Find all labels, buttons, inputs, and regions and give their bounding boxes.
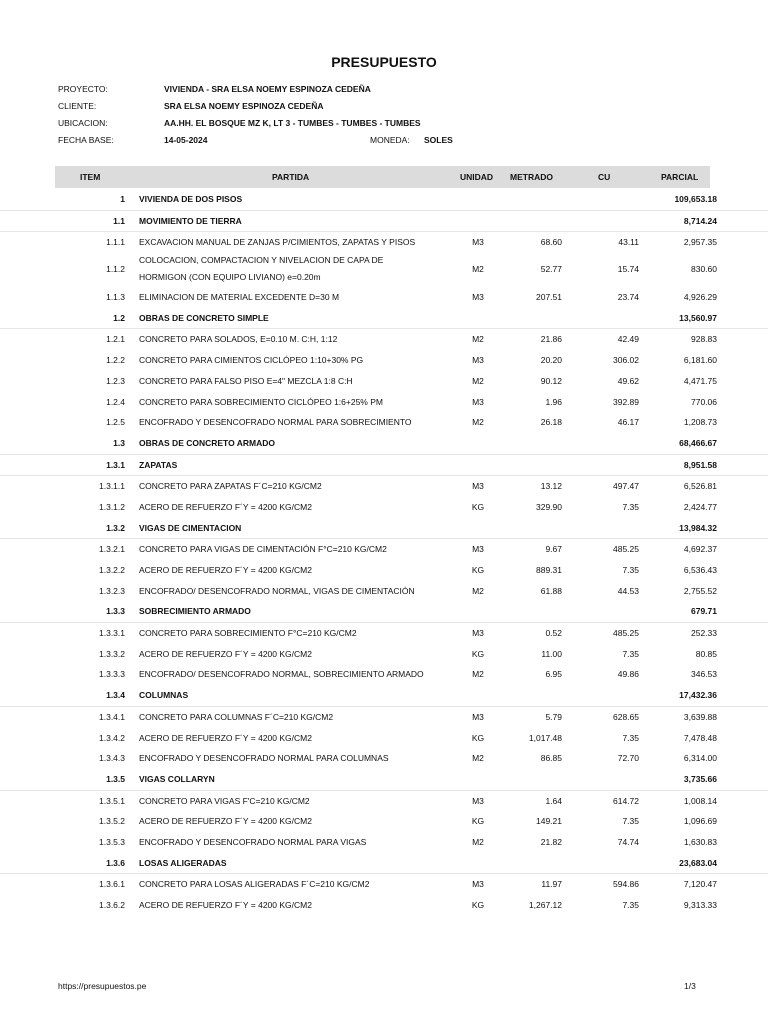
table-row: [0, 350, 768, 371]
row-item-code: 1.3.5.1: [99, 795, 125, 806]
row-description: OBRAS DE CONCRETO SIMPLE: [139, 312, 269, 323]
table-section-row: [0, 189, 768, 211]
row-metrado: 1,017.48: [528, 732, 562, 743]
proyecto-label: PROYECTO:: [58, 84, 108, 94]
row-unit-cost: 485.25: [613, 544, 639, 555]
row-description: VIGAS COLLARYN: [139, 773, 215, 784]
row-item-code: 1.3.3: [106, 606, 125, 617]
row-parcial: 830.60: [691, 264, 717, 275]
table-row: [0, 895, 768, 916]
fecha-value: 14-05-2024: [164, 135, 208, 145]
row-item-code: 1.2.5: [106, 417, 125, 428]
row-unit-cost: 306.02: [613, 355, 639, 366]
row-item-code: 1.3.6: [106, 857, 125, 868]
row-item-code: 1.1: [113, 215, 125, 226]
row-description: ELIMINACION DE MATERIAL EXCEDENTE D=30 M: [139, 292, 340, 303]
row-parcial: 80.85: [695, 648, 717, 659]
row-description-continued: HORMIGON (CON EQUIPO LIVIANO) e=0.20m: [139, 272, 321, 283]
row-parcial: 2,755.52: [683, 585, 717, 596]
row-unit: M3: [472, 544, 484, 555]
row-item-code: 1.1.3: [106, 292, 125, 303]
row-description: CONCRETO PARA SOBRECIMIENTO F°C=210 KG/CM2: [139, 628, 357, 639]
row-item-code: 1.3.6.1: [99, 879, 125, 890]
row-item-code: 1.2: [113, 312, 125, 323]
table-row: [0, 581, 768, 602]
row-metrado: 329.90: [536, 501, 562, 512]
row-parcial: 7,478.48: [683, 732, 717, 743]
row-metrado: 207.51: [536, 292, 562, 303]
table-section-row: [0, 433, 768, 455]
table-row: [0, 707, 768, 728]
table-row: [0, 539, 768, 560]
row-unit-cost: 23.74: [617, 292, 639, 303]
row-item-code: 1.3.5.3: [99, 836, 125, 847]
row-description: ENCOFRADO/ DESENCOFRADO NORMAL, SOBRECIMIENTO ARMADO: [139, 669, 424, 680]
row-unit: M3: [472, 237, 484, 248]
table-row: [0, 371, 768, 392]
row-unit: KG: [471, 732, 485, 743]
header-metrado: METRADO: [510, 172, 553, 182]
row-unit-cost: 7.35: [622, 648, 639, 659]
table-section-row: [0, 769, 768, 791]
row-description: CONCRETO PARA COLUMNAS F´C=210 KG/CM2: [139, 711, 334, 722]
row-metrado: 21.82: [540, 836, 562, 847]
row-description: COLOCACION, COMPACTACION Y NIVELACION DE CAPA DE: [139, 255, 384, 266]
row-metrado: 1.96: [545, 396, 562, 407]
table-section-row: [0, 455, 768, 477]
table-header: [55, 166, 710, 188]
table-section-row: [0, 853, 768, 875]
header-partida: PARTIDA: [272, 172, 310, 182]
row-unit: M3: [472, 711, 484, 722]
row-description: ACERO DE REFUERZO F´Y = 4200 KG/CM2: [139, 900, 312, 910]
budget-table-body: [0, 189, 768, 916]
row-description: SOBRECIMIENTO ARMADO: [139, 606, 251, 617]
ubicacion-label: UBICACION:: [58, 118, 108, 128]
row-description: ENCOFRADO Y DESENCOFRADO NORMAL PARA COLUMNAS: [139, 753, 389, 764]
row-description: ENCOFRADO/ DESENCOFRADO NORMAL, VIGAS DE CIMENTACIÓN: [139, 585, 415, 596]
row-metrado: 21.86: [540, 334, 562, 345]
row-item-code: 1.2.4: [106, 396, 125, 407]
row-parcial: 2,957.35: [683, 237, 717, 248]
row-item-code: 1.3.4.2: [99, 732, 125, 743]
row-metrado: 52.77: [540, 264, 562, 275]
row-metrado: 11.97: [541, 879, 562, 890]
row-description: ENCOFRADO Y DESENCOFRADO NORMAL PARA SOBRECIMIENTO: [139, 417, 412, 428]
row-unit-cost: 42.49: [617, 334, 639, 345]
row-unit: M2: [472, 836, 484, 847]
row-unit: M3: [472, 355, 484, 366]
row-unit: M2: [472, 334, 484, 345]
row-item-code: 1.3.6.2: [99, 900, 125, 910]
row-description: CONCRETO PARA ZAPATAS F´C=210 KG/CM2: [139, 481, 322, 492]
row-unit: M2: [472, 264, 484, 275]
row-item-code: 1.3.3.2: [99, 648, 125, 659]
table-row: [0, 644, 768, 665]
row-unit-cost: 628.65: [613, 711, 639, 722]
row-parcial: 679.71: [691, 606, 717, 617]
cliente-value: SRA ELSA NOEMY ESPINOZA CEDEÑA: [164, 101, 324, 111]
row-parcial: 68,466.67: [679, 437, 717, 448]
row-item-code: 1.3.5.2: [99, 816, 125, 827]
row-parcial: 3,735.66: [683, 773, 717, 784]
row-metrado: 13.12: [540, 481, 562, 492]
row-unit-cost: 46.17: [617, 417, 639, 428]
table-row: [0, 560, 768, 581]
row-parcial: 13,560.97: [679, 312, 717, 323]
row-unit: M3: [472, 795, 484, 806]
row-parcial: 770.06: [691, 396, 717, 407]
row-metrado: 5.79: [545, 711, 562, 722]
row-item-code: 1.3.2.1: [99, 544, 125, 555]
header-item: ITEM: [80, 172, 101, 182]
table-row: [0, 791, 768, 812]
row-description: CONCRETO PARA VIGAS F'C=210 KG/CM2: [139, 795, 310, 806]
table-row: [0, 329, 768, 350]
row-unit: M2: [472, 669, 484, 680]
row-item-code: 1.3.1.1: [99, 481, 125, 492]
row-unit: M3: [472, 628, 484, 639]
row-parcial: 9,313.33: [683, 900, 717, 910]
row-item-code: 1.2.1: [106, 334, 125, 345]
ubicacion-value: AA.HH. EL BOSQUE MZ K, LT 3 - TUMBES - TUMBES - TUMBES: [164, 118, 421, 128]
row-description: ENCOFRADO Y DESENCOFRADO NORMAL PARA VIGAS: [139, 836, 367, 847]
row-item-code: 1.3.5: [106, 773, 125, 784]
row-description: ACERO DE REFUERZO F´Y = 4200 KG/CM2: [139, 816, 312, 827]
table-row: [0, 874, 768, 895]
table-row: [0, 476, 768, 497]
footer-page-number: 1/3: [684, 981, 696, 991]
row-unit: KG: [471, 900, 485, 910]
header-cu: CU: [598, 172, 611, 182]
row-item-code: 1.2.2: [106, 355, 125, 366]
row-description: ACERO DE REFUERZO F´Y = 4200 KG/CM2: [139, 501, 312, 512]
row-metrado: 149.21: [536, 816, 562, 827]
table-row: [0, 728, 768, 749]
row-unit-cost: 7.35: [622, 565, 639, 575]
row-metrado: 26.18: [540, 417, 562, 428]
row-parcial: 1,630.83: [683, 836, 717, 847]
row-item-code: 1.3.4.3: [99, 753, 125, 764]
row-unit-cost: 49.86: [617, 669, 639, 680]
row-description: ACERO DE REFUERZO F´Y = 4200 KG/CM2: [139, 732, 312, 743]
row-item-code: 1: [120, 194, 125, 204]
row-item-code: 1.3.2.3: [99, 585, 125, 596]
row-item-code: 1.3.1.2: [99, 501, 125, 512]
row-item-code: 1.1.1: [106, 237, 125, 248]
row-description: ACERO DE REFUERZO F´Y = 4200 KG/CM2: [139, 565, 312, 575]
row-item-code: 1.3.2: [106, 522, 125, 533]
row-item-code: 1.3.1: [106, 459, 125, 470]
row-unit-cost: 594.86: [613, 879, 639, 890]
row-description: COLUMNAS: [139, 690, 189, 701]
row-parcial: 3,639.88: [683, 711, 717, 722]
row-metrado: 68.60: [540, 237, 562, 248]
row-metrado: 61.88: [540, 585, 562, 596]
row-parcial: 6,181.60: [683, 355, 717, 366]
row-item-code: 1.3.3.3: [99, 669, 125, 680]
row-metrado: 6.95: [545, 669, 562, 680]
row-unit-cost: 7.35: [622, 501, 639, 512]
row-unit-cost: 7.35: [622, 816, 639, 827]
row-description: ACERO DE REFUERZO F´Y = 4200 KG/CM2: [139, 648, 312, 659]
table-row: [0, 664, 768, 685]
row-description: EXCAVACION MANUAL DE ZANJAS P/CIMIENTOS, ZAPATAS Y PISOS: [139, 237, 416, 248]
table-row: [0, 287, 768, 308]
row-description: CONCRETO PARA SOBRECIMIENTO CICLÓPEO 1:6+25% PM: [139, 396, 383, 407]
row-parcial: 4,692.37: [683, 544, 717, 555]
row-unit-cost: 74.74: [617, 836, 639, 847]
row-unit-cost: 49.62: [617, 375, 639, 386]
row-metrado: 11.00: [541, 648, 562, 659]
row-item-code: 1.3.4.1: [99, 711, 125, 722]
row-parcial: 7,120.47: [683, 879, 717, 890]
row-unit: M2: [472, 417, 484, 428]
row-parcial: 17,432.36: [679, 690, 717, 701]
row-description: VIVIENDA DE DOS PISOS: [139, 194, 243, 204]
row-parcial: 6,526.81: [683, 481, 717, 492]
row-parcial: 4,926.29: [683, 292, 717, 303]
row-parcial: 252.33: [691, 628, 717, 639]
row-metrado: 90.12: [540, 375, 562, 386]
table-row: [0, 497, 768, 518]
table-row: [0, 412, 768, 433]
moneda-label: MONEDA:: [370, 135, 410, 145]
row-parcial: 928.83: [691, 334, 717, 345]
row-parcial: 109,653.18: [674, 194, 717, 204]
row-unit: M2: [472, 753, 484, 764]
row-description: CONCRETO PARA LOSAS ALIGERADAS F´C=210 KG/CM2: [139, 879, 370, 890]
row-parcial: 23,683.04: [679, 857, 717, 868]
row-parcial: 346.53: [691, 669, 717, 680]
header-parcial: PARCIAL: [661, 172, 699, 182]
row-parcial: 2,424.77: [683, 501, 717, 512]
row-parcial: 13,984.32: [679, 522, 717, 533]
row-item-code: 1.1.2: [106, 264, 125, 275]
row-parcial: 4,471.75: [683, 375, 717, 386]
row-unit-cost: 15.74: [617, 264, 639, 275]
table-row: [0, 832, 768, 853]
row-parcial: 1,008.14: [683, 795, 717, 806]
table-section-row: [0, 308, 768, 330]
row-description: ZAPATAS: [139, 459, 178, 470]
row-metrado: 1,267.12: [528, 900, 562, 910]
row-parcial: 1,208.73: [683, 417, 717, 428]
header-unidad: UNIDAD: [460, 172, 494, 182]
row-parcial: 1,096.69: [683, 816, 717, 827]
row-item-code: 1.2.3: [106, 375, 125, 386]
table-row: [0, 811, 768, 832]
row-description: CONCRETO PARA CIMIENTOS CICLÓPEO 1:10+30% PG: [139, 355, 364, 366]
row-metrado: 0.52: [545, 628, 562, 639]
table-section-row: [0, 518, 768, 540]
proyecto-value: VIVIENDA - SRA ELSA NOEMY ESPINOZA CEDEÑA: [164, 84, 371, 94]
row-parcial: 8,714.24: [683, 215, 717, 226]
row-unit: M2: [472, 375, 484, 386]
row-unit-cost: 497.47: [613, 481, 639, 492]
table-row: [0, 623, 768, 644]
row-description: CONCRETO PARA VIGAS DE CIMENTACIÓN F°C=210 KG/CM2: [139, 544, 387, 555]
moneda-value: SOLES: [424, 135, 453, 145]
row-parcial: 6,536.43: [683, 565, 717, 575]
row-description: OBRAS DE CONCRETO ARMADO: [139, 437, 276, 448]
row-unit: KG: [471, 565, 485, 575]
row-parcial: 6,314.00: [683, 753, 717, 764]
row-description: LOSAS ALIGERADAS: [139, 857, 227, 868]
row-unit-cost: 7.35: [622, 900, 639, 910]
row-description: MOVIMIENTO DE TIERRA: [139, 215, 242, 226]
table-row: [0, 232, 768, 253]
table-row: [0, 392, 768, 413]
row-unit: M2: [472, 585, 484, 596]
row-description: CONCRETO PARA SOLADOS, E=0.10 M. C:H, 1:12: [139, 334, 338, 345]
row-unit: M3: [472, 396, 484, 407]
row-unit-cost: 485.25: [613, 628, 639, 639]
row-item-code: 1.3.2.2: [99, 565, 125, 575]
table-section-row: [0, 601, 768, 623]
row-parcial: 8,951.58: [683, 459, 717, 470]
row-unit-cost: 392.89: [613, 396, 639, 407]
row-metrado: 86.85: [540, 753, 562, 764]
row-unit-cost: 7.35: [622, 732, 639, 743]
row-metrado: 1.64: [545, 795, 562, 806]
row-unit: KG: [471, 648, 485, 659]
row-unit: M3: [472, 879, 484, 890]
row-metrado: 9.67: [545, 544, 562, 555]
row-unit-cost: 72.70: [617, 753, 639, 764]
row-description: VIGAS DE CIMENTACION: [139, 522, 242, 533]
row-unit-cost: 614.72: [613, 795, 639, 806]
row-metrado: 20.20: [540, 355, 562, 366]
row-unit-cost: 44.53: [617, 585, 639, 596]
row-description: CONCRETO PARA FALSO PISO E=4" MEZCLA 1:8 C:H: [139, 375, 353, 386]
row-item-code: 1.3.3.1: [99, 628, 125, 639]
row-unit-cost: 43.11: [618, 237, 639, 248]
table-row: [0, 253, 768, 287]
row-unit: M3: [472, 292, 484, 303]
footer-url: https://presupuestos.pe: [58, 981, 147, 991]
table-section-row: [0, 685, 768, 707]
row-unit: M3: [472, 481, 484, 492]
fecha-label: FECHA BASE:: [58, 135, 114, 145]
table-row: [0, 748, 768, 769]
row-item-code: 1.3.4: [106, 690, 125, 701]
document-title: PRESUPUESTO: [331, 54, 437, 70]
row-unit: KG: [471, 501, 485, 512]
row-metrado: 889.31: [536, 565, 562, 575]
cliente-label: CLIENTE:: [58, 101, 97, 111]
row-unit: KG: [471, 816, 485, 827]
row-item-code: 1.3: [113, 437, 125, 448]
table-section-row: [0, 211, 768, 233]
